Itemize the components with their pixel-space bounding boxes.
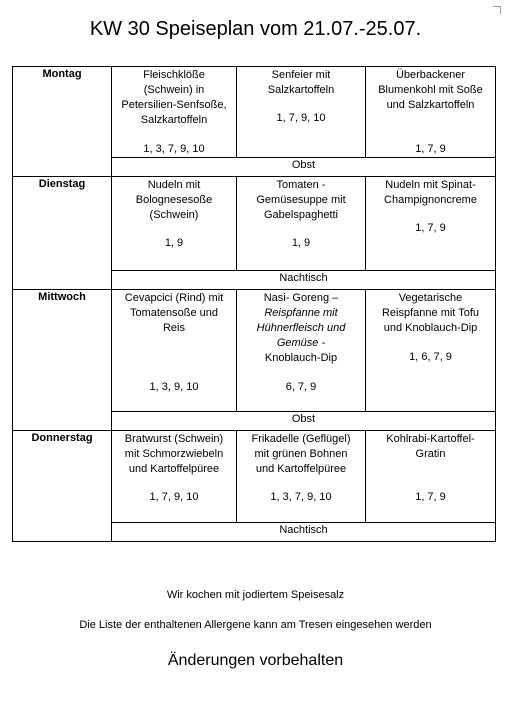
allergen-codes: 1, 3, 7, 9, 10 xyxy=(270,491,332,503)
meal-description xyxy=(112,177,236,223)
meal-line: Gabelspaghetti xyxy=(264,209,338,221)
allergen-codes: 1, 7, 9, 10 xyxy=(276,112,326,124)
allergen-codes: 1, 9 xyxy=(291,237,311,249)
meal-cell xyxy=(366,67,496,158)
dessert-cell: Obst xyxy=(112,412,496,431)
meal-cell xyxy=(366,431,496,523)
meal-line: Bratwurst (Schwein) xyxy=(124,433,224,445)
meal-line: Gratin xyxy=(415,448,446,460)
salt-note: Wir kochen mit jodiertem Speisesalz xyxy=(166,589,345,601)
meal-line: (Schwein) xyxy=(149,209,199,221)
meal-line: Gemüse - xyxy=(276,337,326,349)
allergen-codes: 1, 7, 9 xyxy=(415,222,446,234)
meal-line: mit Schmorzwiebeln xyxy=(124,448,224,460)
meal-line: Überbackener xyxy=(395,69,466,81)
allergen-codes: 1, 3, 7, 9, 10 xyxy=(143,143,205,155)
meal-line: Fleischklöße xyxy=(143,69,205,81)
meal-description xyxy=(112,431,236,477)
meal-cell xyxy=(112,177,237,271)
day-name: Montag xyxy=(13,67,112,177)
meal-line: Vegetarische xyxy=(398,292,463,304)
meal-line: und Kartoffelpüree xyxy=(255,463,347,475)
changes-note: Änderungen vorbehalten xyxy=(167,652,344,669)
meal-description xyxy=(112,67,236,128)
dessert-cell: Nachtisch xyxy=(112,523,496,542)
meal-line: Nasi- Goreng – xyxy=(263,292,339,304)
meal-line: Reispfanne mit Tofu xyxy=(381,307,480,319)
meal-line: Knoblauch-Dip xyxy=(264,352,338,364)
meal-description xyxy=(366,431,495,462)
meal-description xyxy=(366,177,495,208)
meal-cell xyxy=(366,290,496,412)
allergen-codes: 1, 6, 7, 9 xyxy=(409,351,452,363)
meal-line: Gemüsesuppe mit xyxy=(256,194,346,206)
meal-cell xyxy=(237,67,366,158)
meal-cell xyxy=(237,290,366,412)
meal-line: Tomaten - xyxy=(276,179,326,191)
meal-line: Salzkartoffeln xyxy=(140,114,208,126)
dessert-cell: Obst xyxy=(112,158,496,177)
meal-line: Tomatensoße und xyxy=(129,307,219,319)
day-name: Donnerstag xyxy=(13,431,112,542)
meal-line: Kohlrabi-Kartoffel- xyxy=(386,433,475,445)
meal-line: Reis xyxy=(162,322,185,334)
meal-description xyxy=(237,290,365,366)
meal-line: Frikadelle (Geflügel) xyxy=(251,433,351,445)
allergen-codes: 1, 7, 9 xyxy=(415,143,446,155)
meal-line: Cevapcici (Rind) mit xyxy=(124,292,224,304)
page-corner-mark xyxy=(493,6,501,14)
meal-line: Nudeln mit Spinat- xyxy=(385,179,476,191)
allergen-codes: 1, 3, 9, 10 xyxy=(149,381,199,393)
meal-line: mit grünen Bohnen xyxy=(254,448,348,460)
meal-cell xyxy=(366,177,496,271)
meal-description xyxy=(366,67,495,113)
day-row-donnerstag xyxy=(13,431,496,523)
allergen-codes: 6, 7, 9 xyxy=(285,381,317,393)
meal-line: Bolognesesoße xyxy=(135,194,213,206)
meal-cell xyxy=(112,431,237,523)
meal-description xyxy=(237,431,365,477)
day-name: Mittwoch xyxy=(13,290,112,431)
meal-description xyxy=(237,177,365,223)
meal-line: Senfeier mit xyxy=(271,69,331,81)
dessert-cell: Nachtisch xyxy=(112,271,496,290)
meal-cell xyxy=(112,67,237,158)
allergen-codes: 1, 7, 9, 10 xyxy=(149,491,199,503)
meal-description xyxy=(366,290,495,336)
meal-line: Hühnerfleisch und xyxy=(256,322,346,334)
day-name: Dienstag xyxy=(13,177,112,290)
meal-line: Nudeln mit xyxy=(147,179,201,191)
meal-line: und Knoblauch-Dip xyxy=(383,322,478,334)
meal-cell xyxy=(112,290,237,412)
menu-table xyxy=(12,66,496,542)
meal-cell xyxy=(237,177,366,271)
meal-line: und Kartoffelpüree xyxy=(128,463,220,475)
day-row-montag xyxy=(13,67,496,158)
meal-line: Champignoncreme xyxy=(384,194,477,206)
meal-line: Reispfanne mit xyxy=(264,307,338,319)
allergen-codes: 1, 7, 9 xyxy=(415,491,446,503)
meal-line: und Salzkartoffeln xyxy=(386,99,475,111)
meal-description xyxy=(237,67,365,98)
meal-line: Petersilien-Senfsoße, xyxy=(121,99,227,111)
meal-line: Blumenkohl mit Soße xyxy=(378,84,483,96)
meal-line: Salzkartoffeln xyxy=(267,84,335,96)
allergen-note: Die Liste der enthaltenen Allergene kann am Tresen eingesehen werden xyxy=(79,619,432,631)
meal-cell xyxy=(237,431,366,523)
meal-description xyxy=(112,290,236,336)
page-title: KW 30 Speiseplan vom 21.07.-25.07. xyxy=(89,18,422,40)
day-row-mittwoch xyxy=(13,290,496,412)
meal-line: (Schwein) in xyxy=(143,84,205,96)
allergen-codes: 1, 9 xyxy=(164,237,184,249)
day-row-dienstag xyxy=(13,177,496,271)
